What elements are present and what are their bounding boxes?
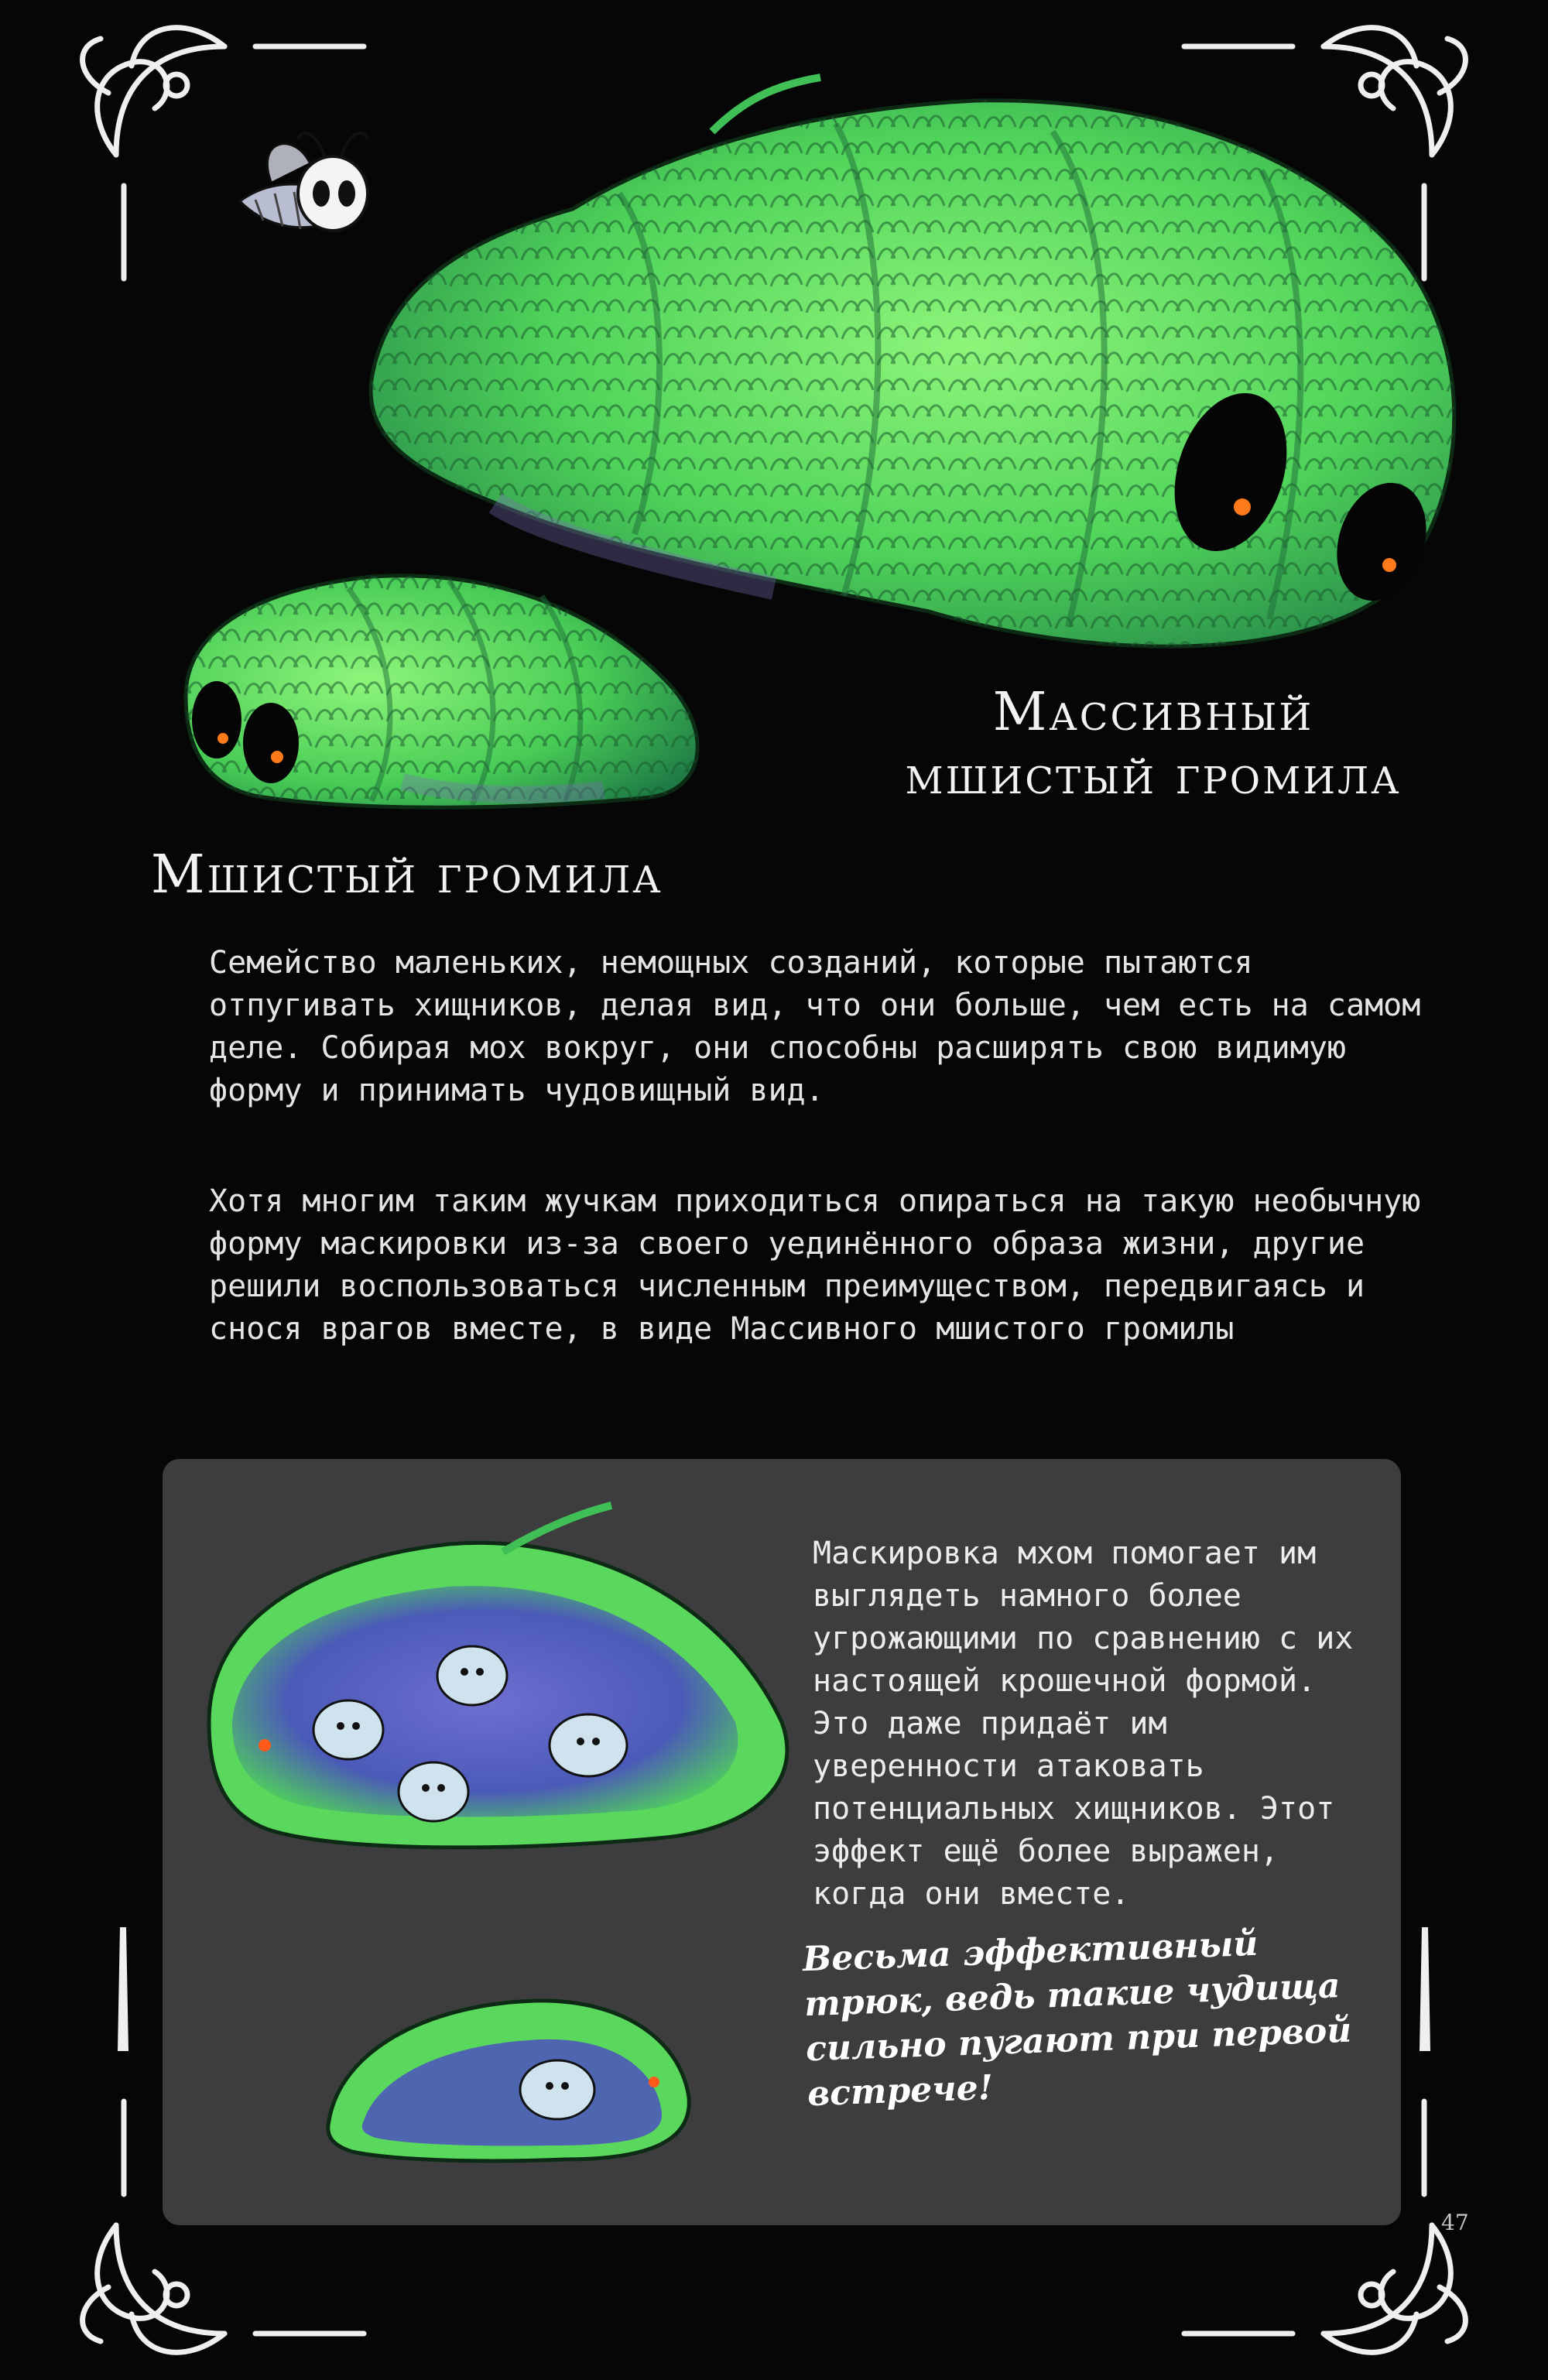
moss-disguise-cutaway-illustration xyxy=(194,1490,805,1877)
title-massive-line-1: Массивный xyxy=(992,682,1314,743)
title-moss-charger: Мшистый громила xyxy=(151,844,663,906)
page-number: 47 xyxy=(1441,2210,1469,2235)
handwritten-note: Весьма эффективный трюк, ведь такие чудища сильно пугают при первой встрече! xyxy=(802,1923,1352,2115)
title-massive-line-2: мшистый громила xyxy=(905,745,1402,806)
title-massive-moss-charger xyxy=(836,681,1471,808)
moss-charger-illustration xyxy=(170,542,728,820)
description-paragraph-2: Хотя многим таким жучкам приходиться опираться на такую необычную форму маскировки из-за своего уединённого образа жизни, другие решили воспользоваться численным преимуществом, передвигаясь и снося врагов вместе, в виде Массивного мшистого громилы xyxy=(209,1183,1421,1347)
description-paragraph-1: Семейство маленьких, немощных созданий, которые пытаются отпугивать хищников, делая вид, что они больше, чем есть на самом деле. Собирая мох вокруг, они способны расширять свою видимую форму и принимать чудовищный вид. xyxy=(209,945,1421,1108)
small-moss-disguise-illustration xyxy=(317,1966,697,2167)
side-note-text: Маскировка мхом помогает им выглядеть намного более угрожающими по сравнению с их настоящей крошечной формой. Это даже придаёт им уверенности атаковать потенциальных хищников. Этот эффект ещё более выражен, когда они вместе. xyxy=(813,1536,1354,1912)
